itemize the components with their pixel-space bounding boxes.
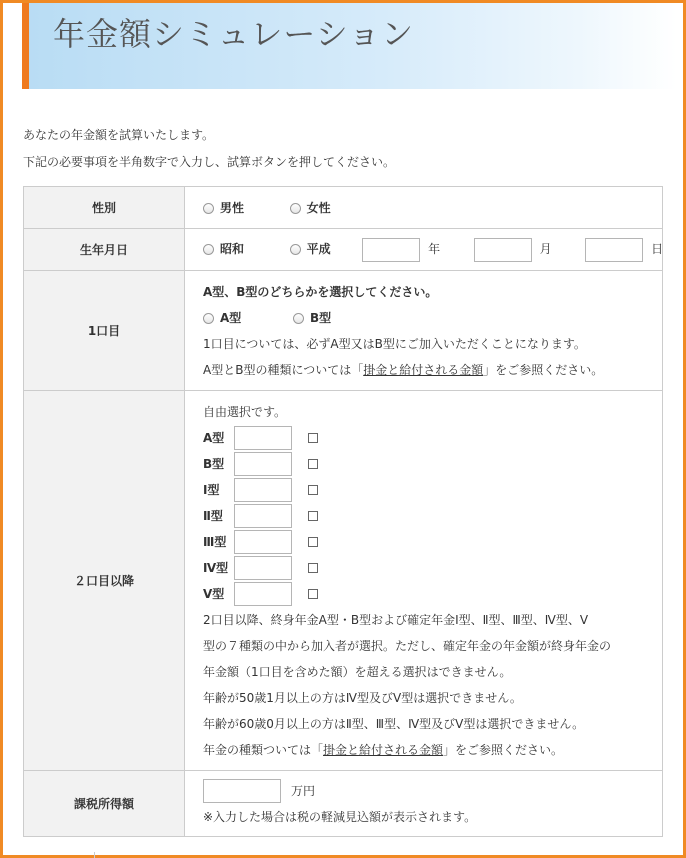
type-row-2: Ⅱ型: [203, 503, 662, 529]
era-option-heisei[interactable]: 平成: [290, 242, 331, 256]
heisei-radio[interactable]: [290, 244, 301, 255]
type-a-checkbox[interactable]: [308, 433, 318, 443]
row-birthdate: [24, 229, 663, 271]
day-unit: 日: [651, 242, 664, 256]
era-option-showa[interactable]: 昭和: [203, 242, 244, 256]
intro-line-1: あなたの年金額を試算いたします。: [23, 128, 215, 142]
second-unit-ref: 年金の種類ついては「掛金と給付される金額」をご参照ください。: [203, 742, 564, 757]
type-row-3: Ⅲ型: [203, 529, 662, 555]
page-edge-line: [94, 852, 95, 858]
second-unit-desc-4: 年齢が50歳1月以上の方はⅣ型及びⅤ型は選択できません。: [203, 690, 522, 705]
type-4-input[interactable]: [234, 556, 292, 580]
second-unit-desc-2: 型の７種類の中から加入者が選択。ただし、確定年金の年金額が終身年金の: [203, 638, 612, 653]
first-unit-option-a[interactable]: A型: [203, 311, 241, 325]
type-a-input[interactable]: [234, 426, 292, 450]
type-b-radio[interactable]: [293, 313, 304, 324]
first-unit-label: 1口目: [24, 271, 185, 391]
title-accent-bar: [22, 3, 29, 89]
first-unit-option-b[interactable]: B型: [293, 311, 331, 325]
benefit-amount-link-2[interactable]: 掛金と給付される金額: [323, 742, 444, 757]
second-unit-label: ２口目以降: [24, 391, 185, 771]
type-3-input[interactable]: [234, 530, 292, 554]
second-unit-desc-5: 年齢が60歳0月以上の方はⅡ型、Ⅲ型、Ⅳ型及びⅤ型は選択できません。: [203, 716, 585, 731]
type-row-1: Ⅰ型: [203, 477, 662, 503]
intro-line-2: 下記の必要事項を半角数字で入力し、試算ボタンを押してください。: [23, 155, 396, 169]
income-note: ※入力した場合は税の軽減見込額が表示されます。: [203, 809, 477, 824]
male-radio[interactable]: [203, 203, 214, 214]
row-gender: [24, 187, 663, 229]
type-row-a: A型: [203, 425, 662, 451]
gender-label: 性別: [24, 187, 185, 229]
title-band: [22, 3, 677, 89]
type-row-4: Ⅳ型: [203, 555, 662, 581]
first-unit-note-1: 1口目については、必ずA型又はB型にご加入いただくことになります。: [203, 336, 586, 351]
second-unit-desc-1: 2口目以降、終身年金A型・B型および確定年金Ⅰ型、Ⅱ型、Ⅲ型、Ⅳ型、Ⅴ: [203, 612, 589, 627]
income-label: 課税所得額: [24, 771, 185, 837]
type-1-checkbox[interactable]: [308, 485, 318, 495]
type-5-checkbox[interactable]: [308, 589, 318, 599]
gender-option-male[interactable]: 男性: [203, 201, 244, 215]
type-5-input[interactable]: [234, 582, 292, 606]
type-4-checkbox[interactable]: [308, 563, 318, 573]
second-unit-desc-3: 年金額（1口目を含めた額）を超える選択はできません。: [203, 664, 512, 679]
type-b-checkbox[interactable]: [308, 459, 318, 469]
month-unit: 月: [539, 242, 552, 256]
year-unit: 年: [428, 242, 441, 256]
simulation-form: [23, 186, 663, 837]
second-unit-intro: 自由選択です。: [203, 404, 287, 419]
type-2-checkbox[interactable]: [308, 511, 318, 521]
first-unit-instruction: A型、B型のどちらかを選択してください。: [203, 284, 438, 299]
first-unit-note-2: A型とB型の種類については「掛金と給付される金額」をご参照ください。: [203, 362, 604, 377]
birth-day-input[interactable]: [585, 238, 643, 262]
birth-year-input[interactable]: [362, 238, 420, 262]
birth-month-input[interactable]: [474, 238, 532, 262]
type-1-input[interactable]: [234, 478, 292, 502]
type-2-input[interactable]: [234, 504, 292, 528]
type-a-radio[interactable]: [203, 313, 214, 324]
row-second-unit: [24, 391, 663, 771]
gender-option-female[interactable]: 女性: [290, 201, 331, 215]
type-b-input[interactable]: [234, 452, 292, 476]
page-title: 年金額シミュレーション: [53, 15, 415, 53]
row-income: [24, 771, 663, 837]
female-radio[interactable]: [290, 203, 301, 214]
type-3-checkbox[interactable]: [308, 537, 318, 547]
birthdate-label: 生年月日: [24, 229, 185, 271]
showa-radio[interactable]: [203, 244, 214, 255]
type-row-5: Ⅴ型: [203, 581, 662, 607]
row-first-unit: [24, 271, 663, 391]
income-input[interactable]: [203, 779, 281, 803]
type-row-b: B型: [203, 451, 662, 477]
income-unit: 万円: [291, 783, 316, 798]
benefit-amount-link[interactable]: 掛金と給付される金額: [363, 362, 484, 377]
